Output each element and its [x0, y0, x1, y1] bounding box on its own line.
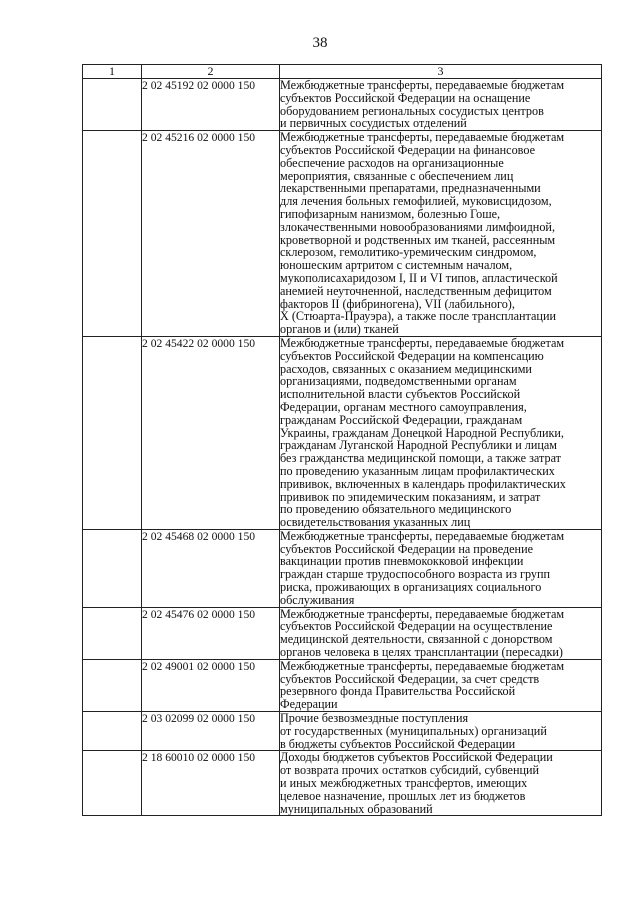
budget-code-cell: 2 02 45422 02 0000 150 [142, 336, 280, 529]
description-line: субъектов Российской Федерации, за счет средств [280, 671, 540, 686]
description-line: гражданам Российской Федерации, гражданам [280, 412, 523, 427]
description-line: организациями, подведомственными органам [280, 374, 517, 389]
description-line: субъектов Российской Федерации на осуществление [280, 619, 553, 634]
description-line: обеспечение расходов на организационные [280, 155, 504, 170]
description-cell [280, 712, 602, 751]
description-line: субъектов Российской Федерации на компенсацию [280, 348, 544, 363]
row-number-cell [83, 659, 142, 711]
budget-code-cell: 2 02 45468 02 0000 150 [142, 529, 280, 607]
description-line: злокачественными новообразованиями лимфоидной, [280, 219, 555, 234]
table-row [83, 79, 602, 131]
description-line: от государственных (муниципальных) организаций [280, 723, 547, 738]
column-header-3: 3 [280, 65, 602, 79]
description-cell [280, 607, 602, 659]
description-line: субъектов Российской Федерации на проведение [280, 541, 534, 556]
description-line: органов и (или) тканей [280, 322, 399, 337]
budget-code-cell: 2 18 60010 02 0000 150 [142, 751, 280, 816]
description-line: юношеским артритом с системным началом, [280, 258, 513, 273]
table-row [83, 751, 602, 816]
description-line: без гражданства медицинской помощи, а также затрат [280, 451, 561, 466]
table-row [83, 131, 602, 337]
description-line: резервного фонда Правительства Российской [280, 684, 516, 699]
budget-code-cell: 2 02 45192 02 0000 150 [142, 79, 280, 131]
description-line: расходов, связанных с оказанием медицинскими [280, 361, 532, 376]
row-number-cell [83, 607, 142, 659]
table-header-row [83, 65, 602, 79]
description-line: по проведению обязательного медицинского [280, 502, 512, 517]
description-line: прививок по эпидемическим показаниям, и затрат [280, 489, 541, 504]
description-line: Украины, гражданам Донецкой Народной Республики, [280, 425, 564, 440]
budget-code-cell: 2 02 45476 02 0000 150 [142, 607, 280, 659]
budget-code-cell: 2 02 45216 02 0000 150 [142, 131, 280, 337]
description-line: лекарственными препаратами, предназначенными [280, 181, 541, 196]
row-number-cell [83, 712, 142, 751]
description-line: Прочие безвозмездные поступления [280, 711, 469, 726]
budget-code-cell: 2 02 49001 02 0000 150 [142, 659, 280, 711]
description-line: Межбюджетные трансферты, передаваемые бюджетам [280, 130, 565, 145]
description-cell [280, 79, 602, 131]
description-line: кроветворной и родственных им тканей, рассеянным [280, 232, 556, 247]
description-line: по проведению указанным лицам профилактических [280, 463, 555, 478]
description-cell [280, 131, 602, 337]
table-row [83, 336, 602, 529]
description-line: Межбюджетные трансферты, передаваемые бюджетам [280, 528, 565, 543]
table-row [83, 607, 602, 659]
row-number-cell [83, 529, 142, 607]
description-line: освидетельствования указанных лиц [280, 515, 471, 530]
table-body [83, 65, 602, 816]
table-row [83, 659, 602, 711]
description-line: Межбюджетные трансферты, передаваемые бюджетам [280, 78, 565, 92]
description-line: вакцинации против пневмококковой инфекции [280, 554, 524, 569]
description-line: Межбюджетные трансферты, передаваемые бюджетам [280, 658, 565, 673]
description-line: целевое назначение, прошлых лет из бюджетов [280, 788, 526, 803]
description-line: мукополисахаридозом I, II и VI типов, апластической [280, 270, 558, 285]
description-line: для лечения больных гемофилией, муковисцидозом, [280, 194, 552, 209]
row-number-cell [83, 79, 142, 131]
description-line: гражданам Луганской Народной Республики и лицам [280, 438, 558, 453]
description-line: от возврата прочих остатков субсидий, субвенций [280, 763, 540, 778]
description-cell [280, 529, 602, 607]
table-row [83, 712, 602, 751]
description-line: обслуживания [280, 592, 355, 607]
description-line: и первичных сосудистых отделений [280, 116, 467, 131]
page-number: 38 [312, 35, 328, 51]
description-line: субъектов Российской Федерации на финансовое [280, 142, 536, 157]
description-line: гипофизарным нанизмом, болезнью Гоше, [280, 206, 501, 221]
budget-revenue-table [82, 64, 602, 816]
description-line: риска, проживающих в организациях социального [280, 580, 542, 595]
column-header-1: 1 [83, 65, 142, 79]
description-line: прививок, включенных в календарь профилактических [280, 476, 566, 491]
description-line: муниципальных образований [280, 801, 433, 816]
description-line: граждан старше трудоспособного возраста из групп [280, 567, 551, 582]
description-cell [280, 659, 602, 711]
row-number-cell [83, 751, 142, 816]
row-number-cell [83, 131, 142, 337]
table-row [83, 529, 602, 607]
budget-code-cell: 2 03 02099 02 0000 150 [142, 712, 280, 751]
description-line: Федерации, органам местного самоуправления, [280, 399, 527, 414]
description-line: Межбюджетные трансферты, передаваемые бюджетам [280, 335, 565, 350]
description-cell [280, 751, 602, 816]
description-line: субъектов Российской Федерации на оснащение [280, 90, 531, 105]
description-line: медицинской деятельности, связанной с донорством [280, 632, 553, 647]
description-line: Межбюджетные трансферты, передаваемые бюджетам [280, 606, 565, 621]
description-line: склерозом, гемолитико-уремическим синдромом, [280, 245, 537, 260]
description-line: X (Стюарта-Прауэра), а также после трансплантации [280, 309, 556, 324]
description-line: мероприятия, связанные с обеспечением лиц [280, 168, 514, 183]
description-line: и иных межбюджетных трансфертов, имеющих [280, 776, 528, 791]
description-line: оборудованием региональных сосудистых центров [280, 103, 544, 118]
row-number-cell [83, 336, 142, 529]
description-line: факторов II (фибриногена), VII (лабильного), [280, 296, 515, 311]
description-line: исполнительной власти субъектов Российской [280, 387, 521, 402]
column-header-2: 2 [142, 65, 280, 79]
description-line: Доходы бюджетов субъектов Российской Федерации [280, 750, 553, 765]
description-cell [280, 336, 602, 529]
description-line: органов человека в целях трансплантации (пересадки) [280, 645, 563, 660]
description-line: Федерации [280, 697, 338, 712]
description-line: анемией неуточненной, наследственным дефицитом [280, 283, 552, 298]
description-line: в бюджеты субъектов Российской Федерации [280, 736, 516, 751]
